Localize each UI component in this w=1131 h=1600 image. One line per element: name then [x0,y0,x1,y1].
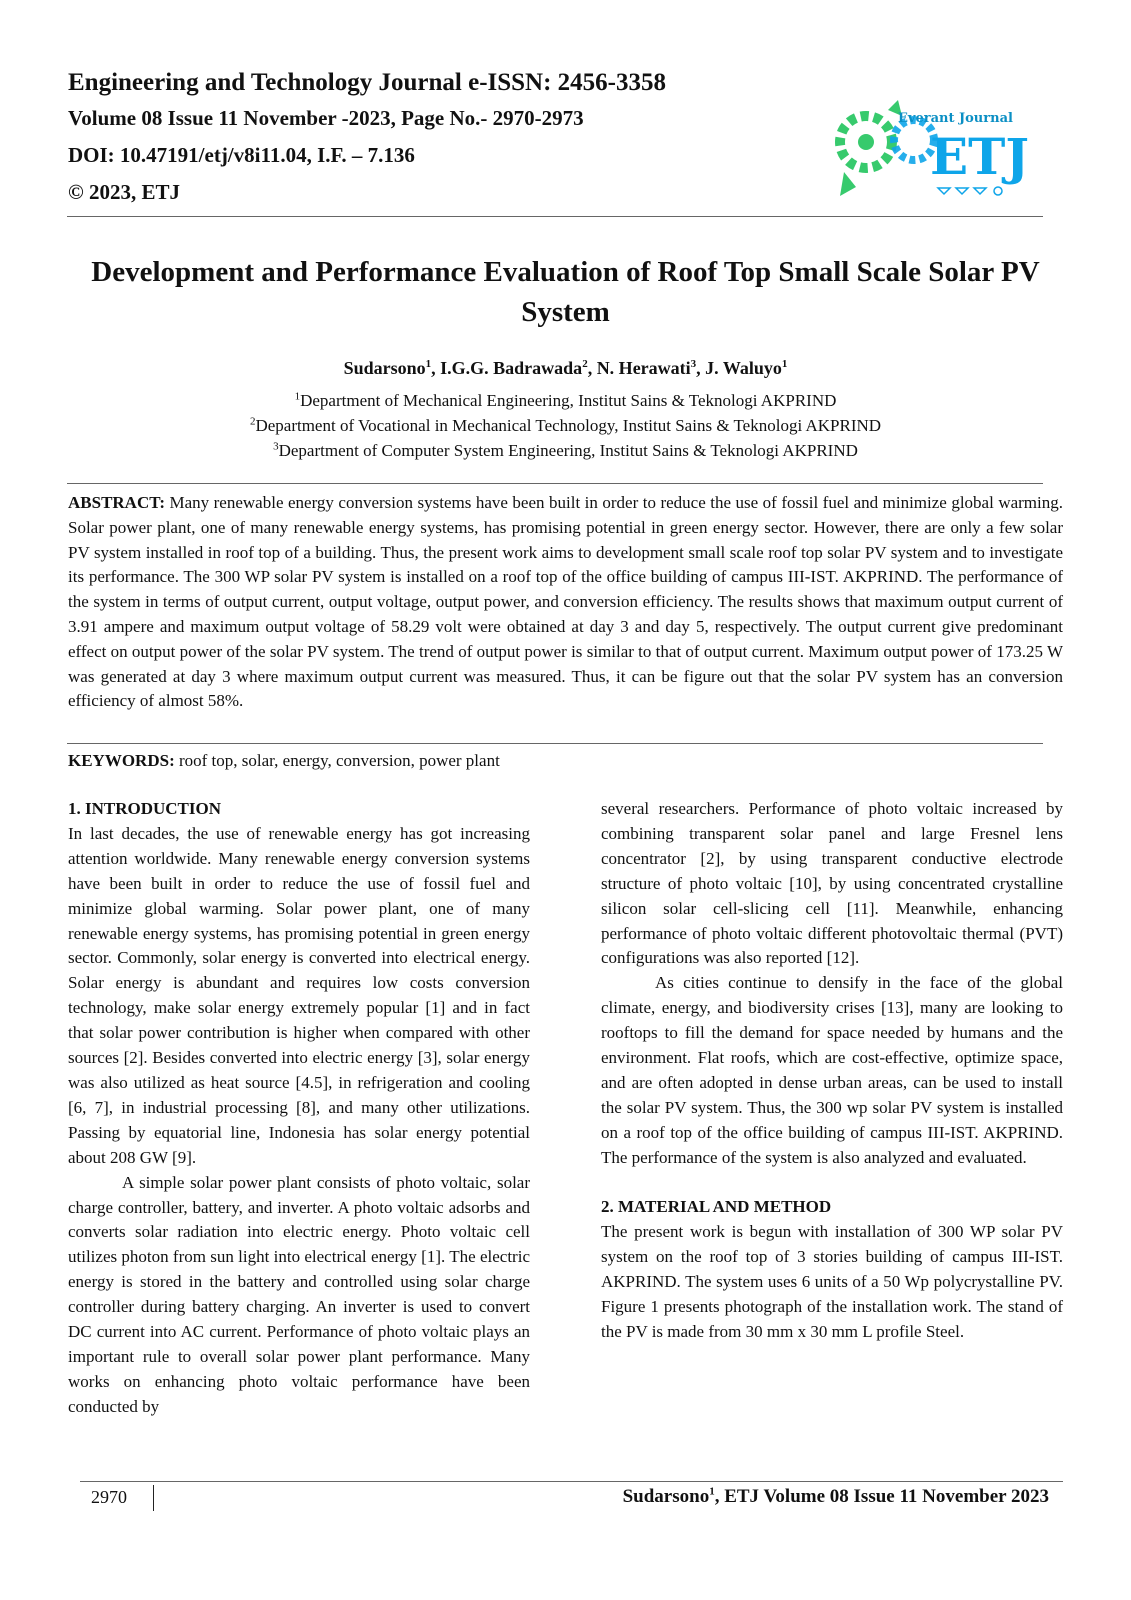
abstract-bottom-rule [67,743,1043,744]
keywords-label: KEYWORDS: [68,751,175,770]
author-name: J. Waluyo [705,358,782,378]
copyright: © 2023, ETJ [68,180,180,204]
affiliation: $^2$Department of Vocational in Mechanical Technology, Institut Sains & Teknologi AKPRIND [249,415,882,435]
abstract-label: ABSTRACT: [68,493,165,512]
author-name: Sudarsono [343,358,426,378]
affiliation-list [0,388,1131,463]
abstract [68,491,1063,714]
svg-text:ETJ: ETJ [930,127,1029,186]
section-heading: 1. INTRODUCTION [68,799,222,818]
spacer [601,1171,1063,1196]
footer-rule [80,1481,1063,1482]
author-name: I.G.G. Badrawada [440,358,583,378]
keywords [68,749,500,773]
paragraph: As cities continue to densify in the face of the global climate, energy, and biodiversity crises [13], many are looking to rooftops to fill the demand for space needed by humans and the environment. Flat roofs, which are cost-effective, optimize space, and are often adopted in dense urban areas, can be used to install the solar PV system. Thus, the 300 wp solar PV system is installed on a roof top of the office building of campus III-IST. AKPRIND. The performance of the system is also analyzed and evaluated. [601,973,1063,1167]
doi-info: DOI: 10.47191/etj/v8i11.04, I.F. – 7.136 [68,143,415,167]
keywords-text: roof top, solar, energy, conversion, power plant [174,751,500,770]
abstract-top-rule [67,483,1043,484]
affiliation: $^1$Department of Mechanical Engineering, Institut Sains & Teknologi AKPRIND [294,390,837,410]
header-rule [67,216,1043,217]
page-number: 2970 [91,1487,127,1507]
paragraph: A simple solar power plant consists of photo voltaic, solar charge controller, battery, and inverter. A photo voltaic adsorbs and converts solar radiation into electric energy. Photo voltaic cell utilizes photon from sun light into electrical energy [1]. The electric energy is stored in the battery and controlled using solar charge controller during battery charging. An inverter is used to convert DC current into AC current. Performance of photo voltaic plays an important rule to overall solar power plant performance. Many works on enhancing photo voltaic performance have been conducted by [68,1172,530,1416]
affiliation: $^3$Department of Computer System Engineering, Institut Sains & Teknologi AKPRIND [273,440,858,460]
volume-info: Volume 08 Issue 11 November -2023, Page No.- 2970-2973 [68,106,584,130]
journal-header [68,66,666,211]
left-column [68,797,530,1420]
journal-name: Engineering and Technology Journal e-ISSN: 2456-3358 [68,69,667,96]
author-list: Sudarsono$^1$, I.G.G. Badrawada$^2$, N. Herawati$^3$, J. Waluyo$^1$ [343,358,788,378]
author-name: N. Herawati [596,358,691,378]
section-heading: 2. MATERIAL AND METHOD [601,1197,832,1217]
paragraph: several researchers. Performance of photo voltaic increased by combining transparent solar panel and large Fresnel lens concentrator [2], by using transparent conductive electrode structure of photo voltaic [10], by using concentrated crystalline silicon solar cell-slicing cell [11]. Meanwhile, enhancing performance of photo voltaic different photovoltaic thermal (PVT) configurations was also reported [12]. [601,799,1063,968]
paper-title: Development and Performance Evaluation of Roof Top Small Scale Solar PV System [91,256,1040,328]
paragraph: The present work is begun with installation of 300 WP solar PV system on the roof top of 3 stories building of campus III-IST. AKPRIND. The system uses 6 units of a 50 Wp polycrystalline PV. Figure 1 presents photograph of the installation work. The stand of the PV is made from 30 mm x 30 mm L profile Steel. [601,1222,1063,1342]
etj-logo [826,92,1041,202]
svg-text:Everant Journal: Everant Journal [898,111,1013,126]
footer-citation: Sudarsono$^1$, ETJ Volume 08 Issue 11 November 2023 [622,1485,1049,1507]
right-column [601,797,1063,1345]
abstract-text: Many renewable energy conversion systems have been built in order to reduce the use of fossil fuel and minimize global warming. Solar power plant, one of many renewable energy systems, has promising potential in green energy sector. However, there are only a few solar PV system installed in roof top of a building. Thus, the present work aims to development small scale roof top solar PV system and to investigate its performance. The 300 WP solar PV system is installed on a roof top of the office building of campus III-IST. AKPRIND. The performance of the system in terms of output current, output voltage, output power, and conversion efficiency. The results shows that maximum output current of 3.91 ampere and maximum output voltage of 58.29 volt were obtained at day 3 and day 5, respectively. The output current give predominant effect on output power of the solar PV system. The trend of output power is similar to that of output current. Maximum output power of 173.25 W was generated at day 3 where maximum output current was measured. Thus, it can be figure out that the solar PV system has an conversion efficiency of almost 58%. [68,493,1064,711]
paragraph: In last decades, the use of renewable energy has got increasing attention worldwide. Many renewable energy conversion systems have been built in order to reduce the use of fossil fuel and minimize global warming. Solar power plant, one of many renewable energy systems, has promising potential in green energy sector. Commonly, solar energy is converted into electrical energy. Solar energy is abundant and requires low costs conversion technology, make solar energy extremely popular [1] and in fact that solar power contribution is higher when compared with other sources [2]. Besides converted into electric energy [3], solar energy was also utilized as heat source [4.5], in refrigeration and cooling [6, 7], in industrial processing [8], and many other utilizations. Passing by equatorial line, Indonesia has solar energy potential about 208 GW [9]. [68,823,530,1167]
footer-divider [153,1485,154,1511]
